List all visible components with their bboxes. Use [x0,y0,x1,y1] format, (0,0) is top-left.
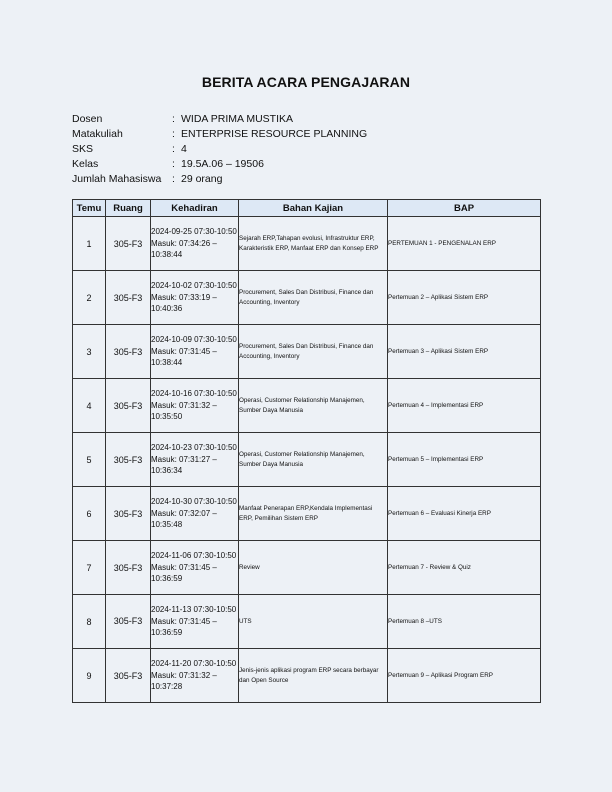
info-row-dosen [72,112,367,127]
table-row [73,487,541,541]
header-ruang: Ruang [106,200,151,217]
table-row [73,541,541,595]
cell-ruang: 305-F3 [106,649,151,703]
info-row-sks [72,142,367,157]
cell-kehadiran [151,325,239,379]
cell-bahan-kajian: Review [239,541,388,595]
checkin-time: Masuk: 07:31:32 – 10:35:50 [151,400,217,422]
schedule-time: 2024-11-06 07:30-10:50 [151,551,237,561]
cell-temu: 5 [73,433,106,487]
cell-bap: PERTEMUAN 1 - PENGENALAN ERP [388,217,541,271]
cell-ruang: 305-F3 [106,541,151,595]
cell-kehadiran [151,487,239,541]
cell-temu: 2 [73,271,106,325]
header-kehadiran: Kehadiran [151,200,239,217]
table-header-row [73,200,541,217]
table-row [73,595,541,649]
cell-ruang [106,595,151,649]
cell-bap: Pertemuan 2 – Aplikasi Sistem ERP [388,271,541,325]
cell-ruang: 305-F3 [106,379,151,433]
cell-bap: Pertemuan 7 - Review & Quiz [388,541,541,595]
table-row [73,217,541,271]
course-info [72,112,367,187]
info-colon: : [172,173,175,185]
table-row [73,433,541,487]
cell-bap: Pertemuan 3 – Aplikasi Sistem ERP [388,325,541,379]
attendance-table [72,199,541,703]
checkin-time: Masuk: 07:31:45 – 10:38:44 [151,346,217,368]
table-row [73,649,541,703]
checkin-time: Masuk: 07:31:45 – 10:36:59 [151,616,217,638]
info-colon: : [172,128,175,140]
cell-ruang: 305-F3 [106,487,151,541]
schedule-time: 2024-10-09 07:30-10:50 [151,335,237,345]
cell-temu: 3 [73,325,106,379]
cell-temu: 6 [73,487,106,541]
info-value: 19.5A.06 – 19506 [181,158,264,170]
checkin-time: Masuk: 07:31:45 – 10:36:59 [151,562,217,584]
cell-kehadiran [151,379,239,433]
cell-bahan-kajian: UTS [239,595,388,649]
cell-bahan-kajian: Jenis-jenis aplikasi program ERP secara berbayar dan Open Source [239,649,388,703]
table-row [73,271,541,325]
schedule-time: 2024-11-13 07:30-10:50 [151,605,237,615]
schedule-time: 2024-10-16 07:30-10:50 [151,389,237,399]
header-temu: Temu [73,200,106,217]
info-label: SKS [72,143,94,155]
info-value: 4 [181,143,187,155]
checkin-time: Masuk: 07:31:32 – 10:37:28 [151,670,217,692]
schedule-time: 2024-10-02 07:30-10:50 [151,281,237,291]
schedule-time: 2024-10-30 07:30-10:50 [151,497,237,507]
cell-temu: 4 [73,379,106,433]
cell-bahan-kajian: Procurement, Sales Dan Distribusi, Finance dan Accounting, Inventory [239,325,388,379]
info-label: Kelas [72,158,99,170]
table-row [73,379,541,433]
cell-bahan-kajian: Operasi, Customer Relationship Manajemen, Sumber Daya Manusia [239,433,388,487]
info-row-kelas [72,157,367,172]
cell-temu: 8 [73,595,106,649]
info-value: ENTERPRISE RESOURCE PLANNING [181,128,368,140]
checkin-time: Masuk: 07:31:27 – 10:36:34 [151,454,217,476]
info-value: 29 orang [181,173,223,185]
cell-bahan-kajian: Procurement, Sales Dan Distribusi, Finance dan Accounting, Inventory [239,271,388,325]
cell-kehadiran [151,271,239,325]
header-bap: BAP [388,200,541,217]
cell-kehadiran [151,217,239,271]
schedule-time: 2024-11-20 07:30-10:50 [151,659,237,669]
header-bahan-kajian: Bahan Kajian [239,200,388,217]
schedule-time: 2024-09-25 07:30-10:50 [151,227,237,237]
cell-temu: 1 [73,217,106,271]
cell-ruang: 305-F3 [106,271,151,325]
cell-bap: Pertemuan 5 – Implementasi ERP [388,433,541,487]
cell-kehadiran [151,649,239,703]
cell-temu: 7 [73,541,106,595]
cell-bap: Pertemuan 4 – Implementasi ERP [388,379,541,433]
info-label: Jumlah Mahasiswa [72,173,162,185]
cell-kehadiran [151,433,239,487]
cell-bap: Pertemuan 9 – Aplikasi Program ERP [388,649,541,703]
cell-bahan-kajian: Manfaat Penerapan ERP,Kendala Implementasi ERP, Pemilihan Sistem ERP [239,487,388,541]
info-colon: : [172,143,175,155]
info-row-matakuliah [72,127,367,142]
info-value: WIDA PRIMA MUSTIKA [181,113,294,125]
table-row [73,325,541,379]
cell-kehadiran [151,541,239,595]
cell-ruang: 305-F3 [106,217,151,271]
info-label: Dosen [72,113,103,125]
schedule-time: 2024-10-23 07:30-10:50 [151,443,237,453]
cell-temu: 9 [73,649,106,703]
info-row-jumlah-mahasiswa [72,172,367,187]
info-label: Matakuliah [72,128,123,140]
info-colon: : [172,113,175,125]
cell-bap: Pertemuan 6 – Evaluasi Kinerja ERP [388,487,541,541]
room-label: 305-F3 [113,616,143,626]
info-colon: : [172,158,175,170]
cell-ruang: 305-F3 [106,433,151,487]
checkin-time: Masuk: 07:34:26 – 10:38:44 [151,238,217,260]
checkin-time: Masuk: 07:33:19 – 10:40:36 [151,292,217,314]
document-title: BERITA ACARA PENGAJARAN [201,74,411,90]
checkin-time: Masuk: 07:32:07 – 10:35:48 [151,508,217,530]
cell-bahan-kajian: Sejarah ERP,Tahapan evolusi, Infrastruktur ERP, Karakteristik ERP, Manfaat ERP dan Konsep ERP [239,217,388,271]
cell-bap: Pertemuan 8 –UTS [388,595,541,649]
cell-kehadiran [151,595,239,649]
cell-ruang: 305-F3 [106,325,151,379]
cell-bahan-kajian: Operasi, Customer Relationship Manajemen, Sumber Daya Manusia [239,379,388,433]
